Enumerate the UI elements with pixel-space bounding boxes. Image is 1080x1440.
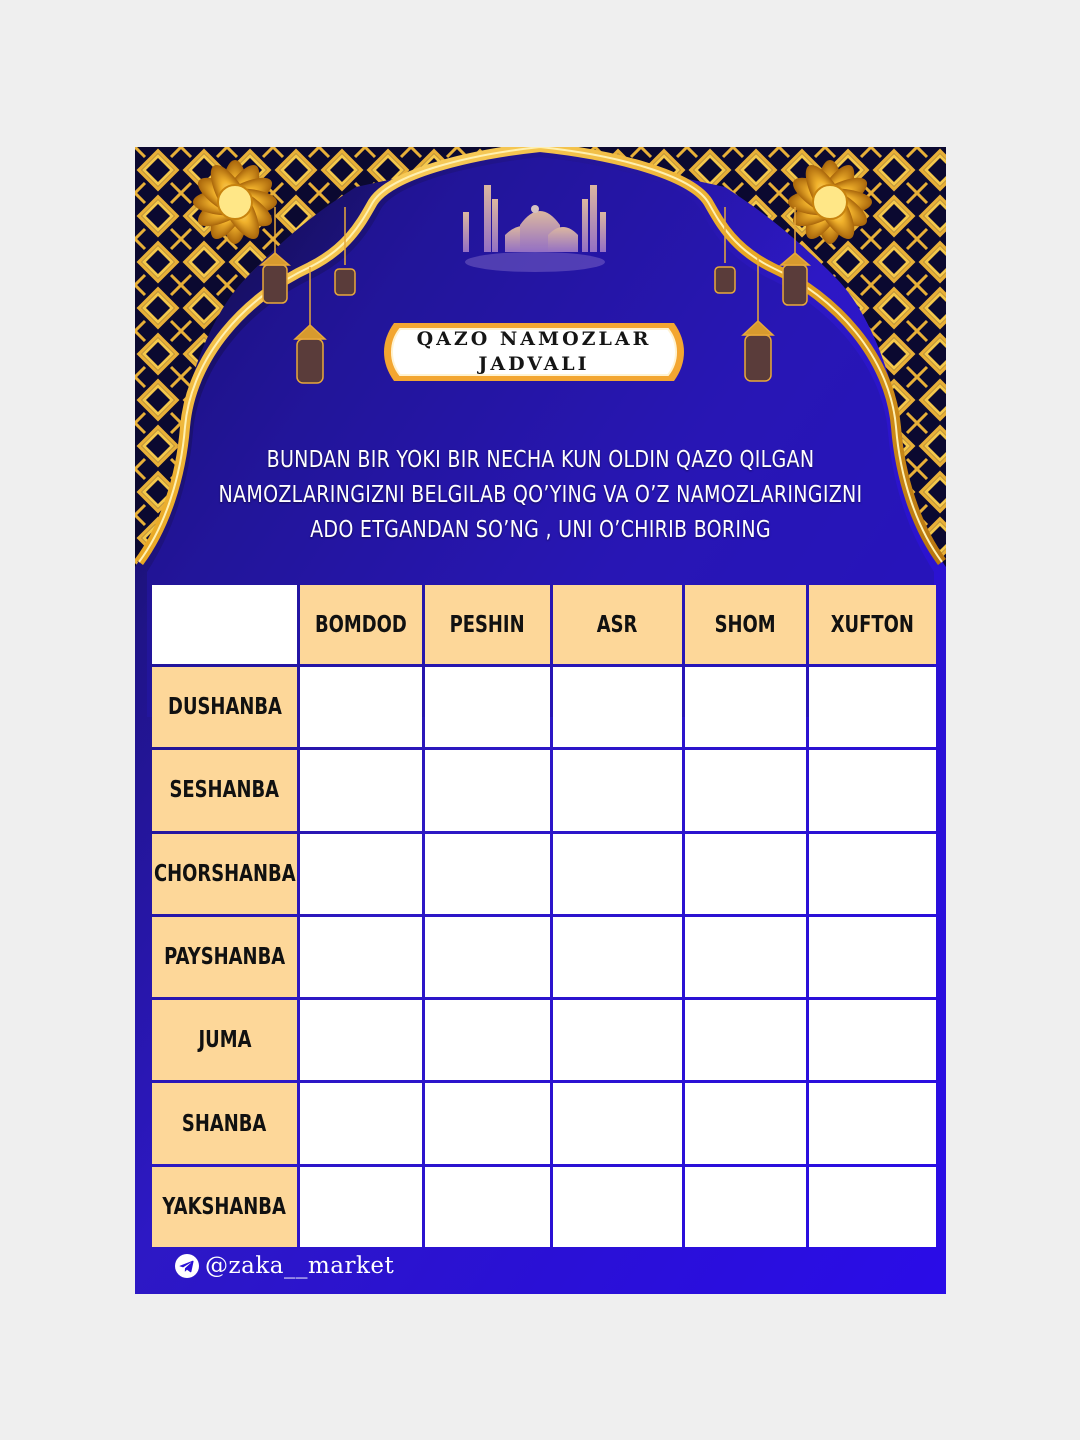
tracking-cell-payshanba-asr[interactable] [553, 917, 682, 997]
tracking-cell-seshanba-xufton[interactable] [809, 750, 936, 830]
intro-text [204, 443, 877, 548]
title-line-1: QAZO NAMOZLAR [416, 328, 652, 350]
tracking-cell-juma-asr[interactable] [553, 1000, 682, 1080]
tracking-cell-shanba-asr[interactable] [553, 1083, 682, 1163]
column-header-label: SHOM [714, 611, 777, 638]
handle-text: @zaka__market [205, 1253, 395, 1279]
tracking-cell-dushanba-shom[interactable] [685, 667, 806, 747]
tracking-cell-shanba-peshin[interactable] [425, 1083, 550, 1163]
tracking-cell-payshanba-peshin[interactable] [425, 917, 550, 997]
column-header-shom [685, 585, 806, 664]
tracking-cell-seshanba-peshin[interactable] [425, 750, 550, 830]
tracking-cell-yakshanba-asr[interactable] [553, 1167, 682, 1247]
row-header-payshanba [152, 917, 297, 997]
tracking-cell-chorshanba-xufton[interactable] [809, 834, 936, 914]
row-header-label: PAYSHANBA [163, 943, 286, 970]
tracking-cell-shanba-shom[interactable] [685, 1083, 806, 1163]
row-header-yakshanba [152, 1167, 297, 1247]
tracking-cell-shanba-xufton[interactable] [809, 1083, 936, 1163]
row-header-juma [152, 1000, 297, 1080]
tracking-cell-dushanba-peshin[interactable] [425, 667, 550, 747]
prayer-table [152, 585, 929, 1247]
tracking-cell-dushanba-xufton[interactable] [809, 667, 936, 747]
tracking-cell-seshanba-bomdod[interactable] [300, 750, 422, 830]
tracking-cell-yakshanba-bomdod[interactable] [300, 1167, 422, 1247]
footer-handle[interactable] [175, 1253, 394, 1279]
tracking-cell-shanba-bomdod[interactable] [300, 1083, 422, 1163]
table-corner-cell [152, 585, 297, 664]
tracking-cell-juma-shom[interactable] [685, 1000, 806, 1080]
tracking-cell-juma-peshin[interactable] [425, 1000, 550, 1080]
row-header-label: YAKSHANBA [162, 1193, 287, 1220]
tracking-cell-juma-bomdod[interactable] [300, 1000, 422, 1080]
column-header-label: ASR [597, 611, 638, 638]
intro-line-2: NAMOZLARINGIZNI BELGILAB QO’YING VA O’Z NAMOZLARINGIZNI [218, 482, 863, 508]
tracking-cell-juma-xufton[interactable] [809, 1000, 936, 1080]
intro-line-3: ADO ETGANDAN SO’NG , UNI O’CHIRIB BORING [310, 517, 771, 543]
tracking-cell-seshanba-asr[interactable] [553, 750, 682, 830]
row-header-label: DUSHANBA [167, 694, 282, 721]
tracking-cell-yakshanba-peshin[interactable] [425, 1167, 550, 1247]
column-header-peshin [425, 585, 550, 664]
tracking-cell-chorshanba-asr[interactable] [553, 834, 682, 914]
row-header-label: SHANBA [182, 1110, 267, 1137]
row-header-dushanba [152, 667, 297, 747]
row-header-seshanba [152, 750, 297, 830]
tracking-cell-seshanba-shom[interactable] [685, 750, 806, 830]
row-header-label: JUMA [198, 1027, 251, 1054]
poster [135, 147, 946, 1294]
column-header-label: XUFTON [830, 611, 915, 638]
column-header-label: BOMDOD [315, 611, 407, 638]
tracking-cell-chorshanba-peshin[interactable] [425, 834, 550, 914]
tracking-cell-payshanba-xufton[interactable] [809, 917, 936, 997]
row-header-label: CHORSHANBA [153, 860, 296, 887]
intro-line-1: BUNDAN BIR YOKI BIR NECHA KUN OLDIN QAZO QILGAN [266, 447, 815, 473]
row-header-shanba [152, 1083, 297, 1163]
tracking-cell-chorshanba-shom[interactable] [685, 834, 806, 914]
tracking-cell-dushanba-asr[interactable] [553, 667, 682, 747]
column-header-asr [553, 585, 682, 664]
row-header-label: SESHANBA [169, 777, 280, 804]
title-plate [378, 317, 690, 387]
tracking-cell-yakshanba-shom[interactable] [685, 1167, 806, 1247]
column-header-label: PESHIN [449, 611, 526, 638]
tracking-cell-payshanba-bomdod[interactable] [300, 917, 422, 997]
tracking-cell-chorshanba-bomdod[interactable] [300, 834, 422, 914]
tracking-cell-payshanba-shom[interactable] [685, 917, 806, 997]
tracking-cell-dushanba-bomdod[interactable] [300, 667, 422, 747]
telegram-icon [175, 1254, 199, 1278]
title-line-2: JADVALI [478, 353, 590, 375]
column-header-xufton [809, 585, 936, 664]
column-header-bomdod [300, 585, 422, 664]
row-header-chorshanba [152, 834, 297, 914]
tracking-cell-yakshanba-xufton[interactable] [809, 1167, 936, 1247]
